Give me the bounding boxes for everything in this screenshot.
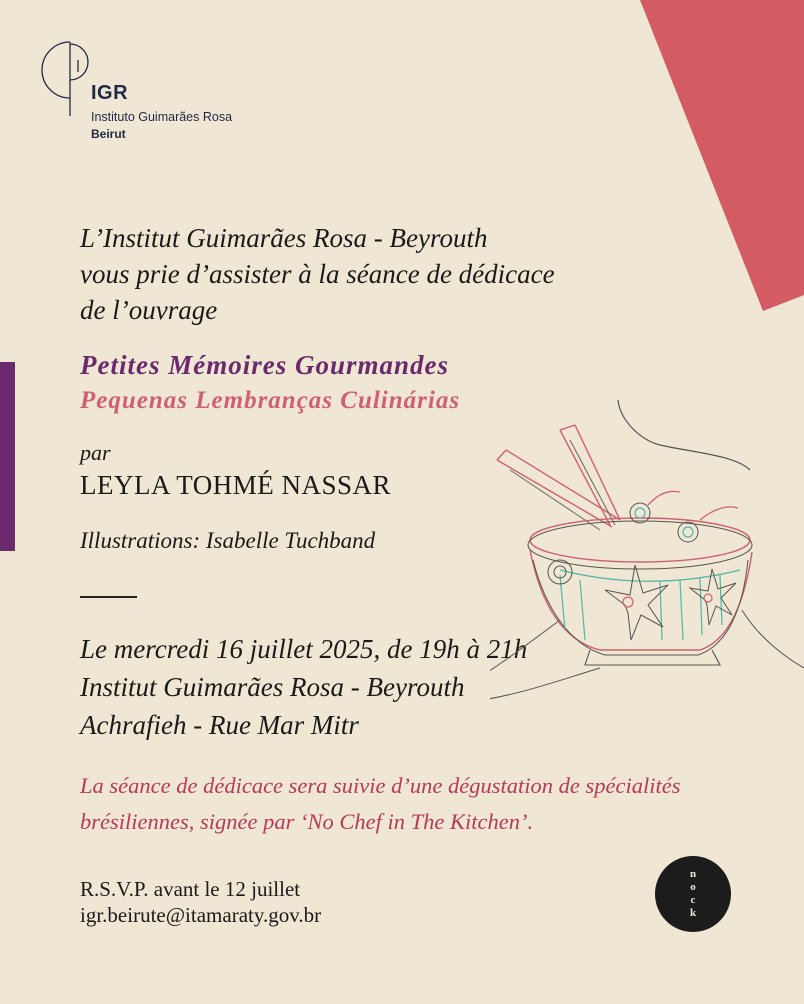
rsvp-email[interactable]: igr.beirute@itamaraty.gov.br — [80, 903, 322, 927]
badge-letter: o — [690, 881, 696, 893]
event-details — [80, 630, 527, 744]
logo-institute-name: Instituto Guimarães Rosa — [91, 110, 233, 124]
side-accent-bar — [0, 362, 15, 551]
igr-logo — [38, 38, 288, 148]
illustrator-credit: Illustrations: Isabelle Tuchband — [80, 528, 376, 553]
rsvp-block — [80, 876, 321, 928]
intro-line-3: de l’ouvrage — [80, 295, 218, 325]
igr-logo-mark-icon — [38, 38, 108, 118]
note-line-2: brésiliennes, signée par ‘No Chef in The Kitchen’. — [80, 809, 534, 834]
nock-badge — [655, 856, 731, 932]
rsvp-deadline: R.S.V.P. avant le 12 juillet — [80, 877, 301, 901]
tasting-note — [80, 768, 680, 840]
logo-city: Beirut — [91, 127, 126, 141]
logo-abbreviation: IGR — [91, 82, 129, 104]
author-name: LEYLA TOHMÉ NASSAR — [80, 470, 392, 500]
badge-letter: c — [690, 894, 696, 906]
event-date: Le mercredi 16 juillet 2025, de 19h à 21h — [80, 634, 528, 664]
badge-letter: k — [689, 907, 697, 919]
note-line-1: La séance de dédicace sera suivie d’une dégustation de spécialités — [80, 773, 681, 798]
book-title-french: Petites Mémoires Gourmandes — [80, 350, 449, 380]
invitation-intro — [80, 220, 555, 328]
intro-line-1: L’Institut Guimarães Rosa - Beyrouth — [80, 223, 488, 253]
by-label: par — [80, 440, 111, 465]
badge-letter: n — [689, 868, 697, 880]
divider — [80, 596, 137, 598]
intro-line-2: vous prie d’assister à la séance de dédicace — [80, 259, 555, 289]
event-venue: Institut Guimarães Rosa - Beyrouth — [80, 672, 465, 702]
book-title-portuguese: Pequenas Lembranças Culinárias — [80, 387, 461, 414]
event-address: Achrafieh - Rue Mar Mitr — [80, 710, 359, 740]
bowl-illustration-icon — [490, 395, 804, 735]
